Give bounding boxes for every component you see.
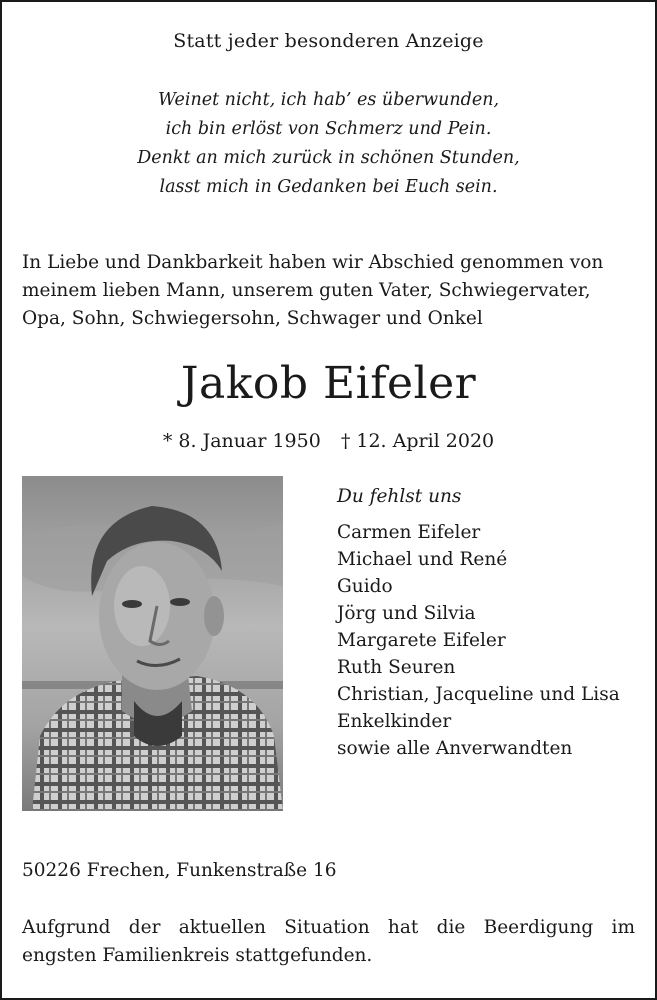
family-address: 50226 Frechen, Funkenstraße 16 (22, 860, 337, 881)
life-dates (0, 430, 657, 452)
notice-line: engsten Familienkreis stattgefunden. (22, 945, 373, 966)
mourner-name: Enkelkinder (337, 711, 452, 732)
mourner-name: Michael und René (337, 549, 508, 570)
funeral-notice (22, 914, 635, 970)
poem-line: Denkt an mich zurück in schönen Stunden, (137, 148, 520, 168)
mourner-name: Ruth Seuren (337, 657, 456, 678)
mourners-heading: Du fehlst uns (337, 486, 462, 507)
portrait-photo (22, 476, 283, 811)
poem-line: lasst mich in Gedanken bei Euch sein. (159, 177, 498, 197)
poem-verse (0, 86, 657, 202)
mourner-name: sowie alle Anverwandten (337, 738, 573, 759)
intro-line: In Liebe und Dankbarkeit haben wir Abschied genommen von (22, 252, 604, 273)
intro-line: Opa, Sohn, Schwiegersohn, Schwager und Onkel (22, 308, 483, 329)
mourner-name: Jörg und Silvia (337, 603, 476, 624)
header-title: Statt jeder besonderen Anzeige (173, 30, 484, 52)
mourner-name: Carmen Eifeler (337, 522, 481, 543)
mourner-name: Christian, Jacqueline und Lisa (337, 684, 620, 705)
mourner-name: Guido (337, 576, 393, 597)
intro-text (22, 249, 638, 333)
death-date: † 12. April 2020 (340, 430, 495, 452)
mourners-list (337, 486, 637, 762)
deceased-name: Jakob Eifeler (180, 358, 477, 409)
intro-line: meinem lieben Mann, unserem guten Vater, Schwiegervater, (22, 280, 591, 301)
mourner-name: Margarete Eifeler (337, 630, 506, 651)
notice-line: Aufgrund der aktuellen Situation hat die Beerdigung im (22, 917, 635, 938)
poem-line: ich bin erlöst von Schmerz und Pein. (165, 119, 492, 139)
poem-line: Weinet nicht, ich hab’ es überwunden, (157, 90, 500, 110)
birth-date: * 8. Januar 1950 (162, 430, 321, 452)
